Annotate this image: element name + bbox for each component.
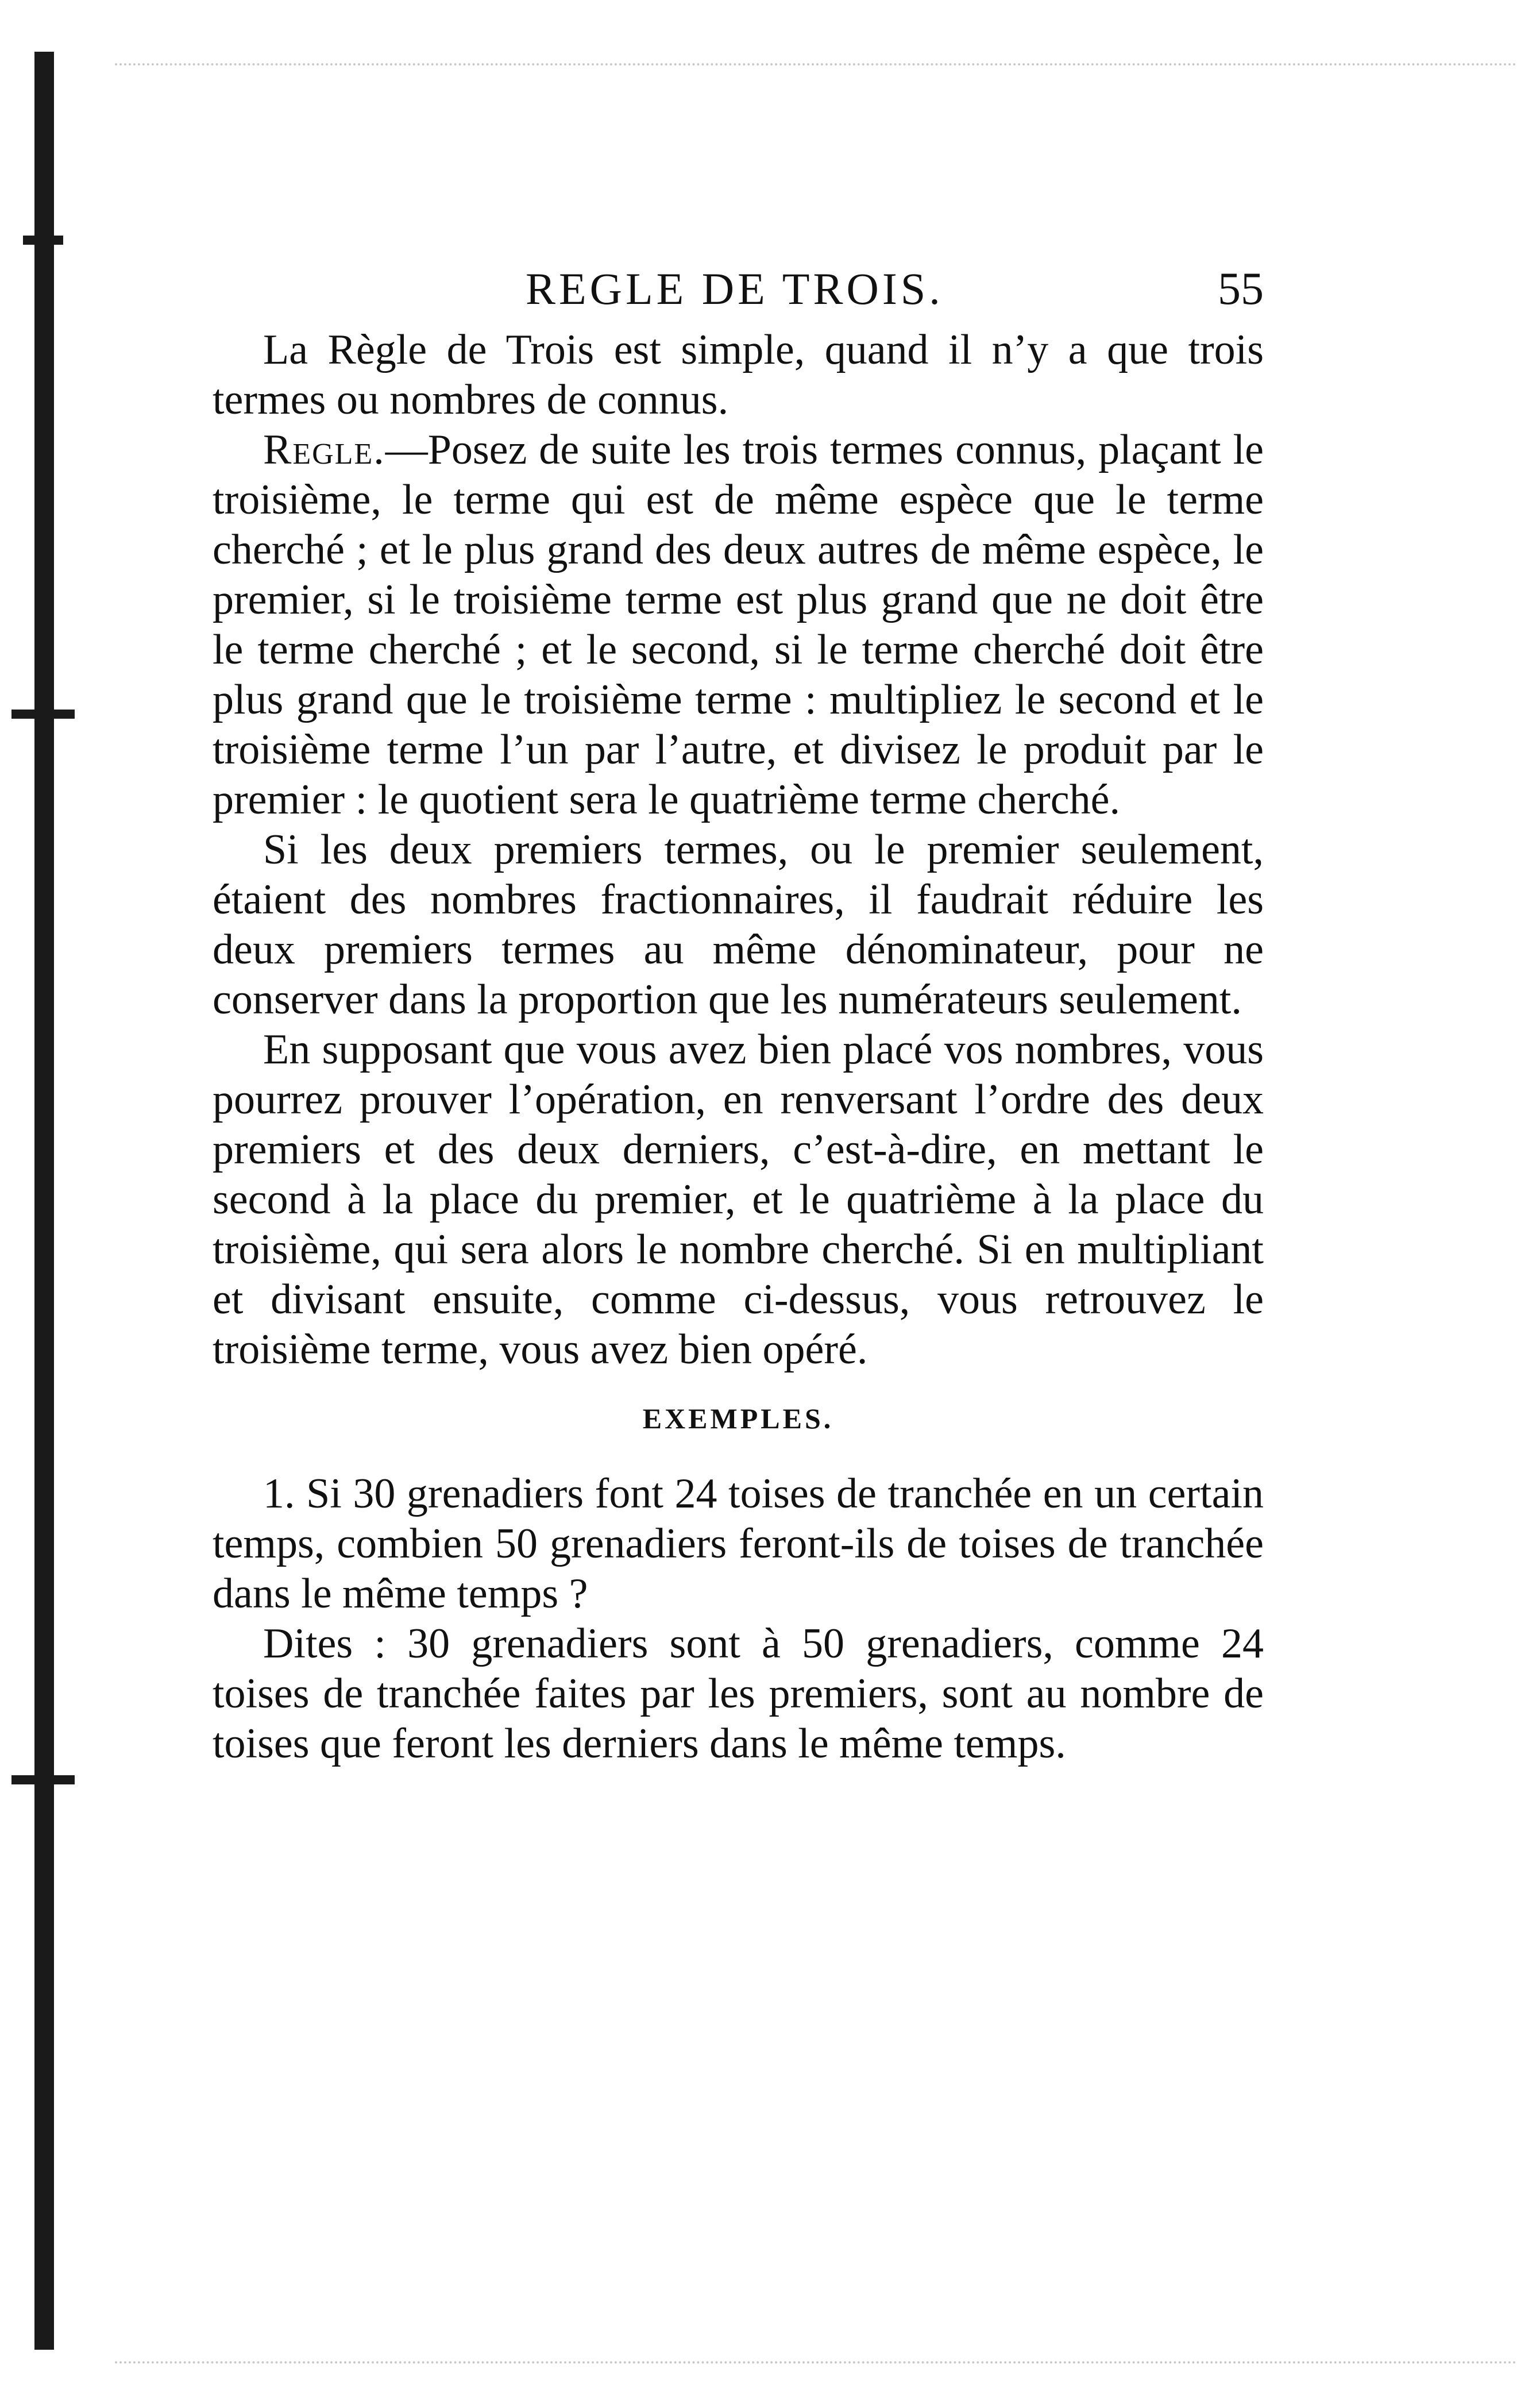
running-head bbox=[213, 257, 1264, 321]
scan-edge-bottom bbox=[115, 2361, 1517, 2364]
example-1-answer: Dites : 30 grenadiers sont à 50 grenadiers, comme 24 toises de tranchée faites par les premiers, sont au nombre de toises que feront les derniers dans le même temps. bbox=[213, 1620, 1264, 1767]
page-number: 55 bbox=[1218, 264, 1264, 314]
example-1: 1. Si 30 grenadiers font 24 toises de tranchée en un certain temps, combien 50 grenadiers feront-ils de toises de tranchée dans le même temps ? bbox=[213, 1470, 1264, 1617]
paragraph-definition: La Règle de Trois est simple, quand il n’y a que trois termes ou nombres de connus. bbox=[213, 326, 1264, 423]
binding-edge bbox=[34, 52, 54, 2350]
scan-edge-top bbox=[115, 63, 1517, 65]
rule-body: —Posez de suite les trois termes connus, plaçant le troisième, le terme qui est de même espèce que le terme cherché ; et le plus grand des deux autres de même espèce, le premier, si le troisième terme est plus grand que ne doit être le terme cherché ; et le second, si le terme cherché doit être plus grand que le troisième terme : multipliez le second et le troisième terme l’un par l’autre, et divisez le produit par le premier : le quotient sera le quatrième terme cherché. bbox=[213, 426, 1264, 823]
page-text bbox=[213, 257, 1264, 1769]
binding-mark bbox=[23, 236, 63, 245]
examples-heading: EXEMPLES. bbox=[642, 1402, 834, 1435]
paragraph-fractions: Si les deux premiers termes, ou le premier seulement, étaient des nombres fractionnaires, il faudrait réduire les deux premiers termes au même dénominateur, pour ne conserver dans la proportion que les numérateurs seulement. bbox=[213, 826, 1264, 1023]
paragraph-proof: En supposant que vous avez bien placé vos nombres, vous pourrez prouver l’opération, en renversant l’ordre des deux premiers et des deux derniers, c’est-à-dire, en mettant le second à la place du premier, et le quatrième à la place du troisième, qui sera alors le nombre cherché. Si en multipliant et divisant ensuite, comme ci-dessus, vous retrouvez le troisième terme, vous avez bien opéré. bbox=[213, 1026, 1264, 1373]
binding-mark bbox=[11, 710, 75, 719]
running-title: REGLE DE TROIS. bbox=[526, 264, 944, 314]
paragraph-rule bbox=[213, 425, 1264, 825]
rule-lead: Regle. bbox=[263, 426, 385, 473]
binding-mark bbox=[11, 1775, 75, 1784]
